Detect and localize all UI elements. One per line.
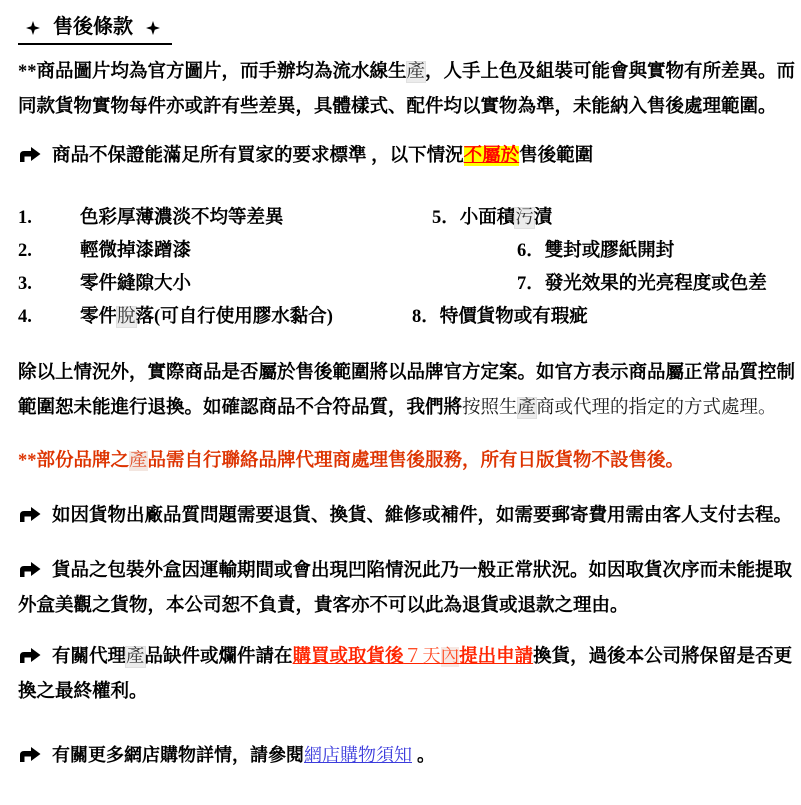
list-item [412, 301, 588, 334]
list-item-text: 雙封或膠紙開封 [544, 241, 675, 261]
title-underline [18, 12, 172, 45]
page-title [18, 12, 801, 45]
list-item [517, 235, 674, 268]
list-item-text: 零件 [80, 307, 118, 327]
substituted-glyph: 內 [440, 647, 460, 667]
factory-defect-paragraph [18, 499, 801, 534]
list-number: 8． [412, 307, 440, 327]
policy-text-substituted: 商或代理的指定的方式處理。 [536, 398, 777, 418]
intro-text: **商品圖片均為官方圖片，而手辦均為流水線生 [18, 62, 407, 82]
claim-deadline-text: ７天 [403, 647, 441, 667]
substituted-glyph: 產 [126, 647, 145, 667]
red-warning-text: **部份品牌之 [18, 451, 130, 471]
substituted-glyph: 產 [517, 398, 537, 418]
policy-text: 除以上情況外，實際商品是否屬於售後範圍將以品牌官方定案。如官方表示商品屬正常品質控制範圍恕未能進行退換。如確認商品不合符品質，我們將 [18, 363, 796, 418]
list-number: 1. [18, 208, 32, 228]
list-item-text: 零件縫隙大小 [80, 274, 192, 294]
more-info-paragraph [18, 738, 801, 773]
list-number: 4. [18, 307, 32, 327]
list-number: 7． [517, 274, 545, 294]
curved-right-arrow-icon [18, 562, 41, 577]
agent-claim-text: 有關代理 [52, 647, 127, 667]
four-pointed-star-icon [146, 21, 160, 35]
notice-paragraph [18, 139, 801, 174]
list-item-text: 小面積 [459, 208, 516, 228]
list-number: 6． [517, 241, 545, 261]
highlighted-warning: 不屬於 [463, 146, 520, 166]
list-item [432, 202, 552, 235]
list-number: 5． [432, 208, 460, 228]
list-item [18, 235, 801, 268]
more-info-text: 有關更多網店購物詳情，請參閱 [52, 745, 304, 765]
claim-deadline-text: 購買或取貨後 [292, 647, 404, 667]
curved-right-arrow-icon [18, 747, 41, 762]
packaging-text: 貨品之包裝外盒因運輸期間或會出現凹陷情況此乃一般正常狀況。如因取貨次序而未能提取外盒美觀之貨物，本公司恕不負責，貴客亦不可以此為退貨或退款之理由。 [18, 561, 793, 616]
shopping-guide-link[interactable]: 網店購物須知 [304, 745, 412, 765]
list-item-text: 輕微掉漆蹭漆 [80, 241, 192, 261]
list-item [18, 202, 801, 235]
list-item-text: 特價貨物或有瑕疵 [439, 307, 588, 327]
list-item-text: 落(可自行使用膠水黏合) [135, 307, 333, 327]
substituted-glyph: 脫 [117, 307, 136, 327]
substituted-glyph: 污 [515, 208, 534, 228]
red-warning-text: 品需自行聯絡品牌代理商處理售後服務，所有日版貨物不設售後。 [147, 451, 685, 471]
curved-right-arrow-icon [18, 507, 41, 522]
title-text: 售後條款 [53, 16, 133, 38]
claim-deadline-text: 提出申請 [459, 647, 534, 667]
factory-defect-text: 如因貨物出廠品質問題需要退貨、換貨、維修或補件，如需要郵寄費用需由客人支付去程。 [52, 506, 793, 526]
intro-text: ，人手上色及組裝可能會與實物有所差異。而同款貨物實物每件亦或許有些差異，具體樣式、配件均以實物為準，未能納入售後處理範圍。 [18, 62, 796, 117]
substituted-glyph: 產 [129, 451, 148, 471]
notice-text: 商品不保證能滿足所有買家的要求標準 ，以下情況 [52, 146, 464, 166]
agent-claim-text: 品缺件或爛件請在 [144, 647, 293, 667]
agent-claim-text: 換貨，過後本公司將保留是否更換之最終權利。 [18, 647, 793, 702]
intro-paragraph [18, 55, 801, 125]
list-number: 3. [18, 274, 32, 294]
substituted-glyph: 產 [406, 62, 426, 82]
list-item-text: 發光效果的光亮程度或色差 [544, 274, 767, 294]
curved-right-arrow-icon [18, 648, 41, 663]
red-warning-paragraph [18, 444, 801, 479]
more-info-text: 。 [412, 745, 436, 765]
curved-right-arrow-icon [18, 147, 41, 162]
list-item-text: 漬 [533, 208, 553, 228]
list-item [18, 268, 801, 301]
packaging-paragraph [18, 554, 801, 624]
agent-claim-paragraph [18, 640, 801, 710]
policy-text-substituted: 按照生 [462, 398, 518, 418]
policy-paragraph [18, 356, 801, 426]
list-number: 2. [18, 241, 32, 261]
list-item-text: 色彩厚薄濃淡不均等差異 [80, 208, 284, 228]
notice-text: 售後範圍 [519, 146, 594, 166]
list-item [18, 301, 801, 334]
list-item [517, 268, 767, 301]
four-pointed-star-icon [26, 21, 40, 35]
exclusion-list [18, 202, 801, 334]
claim-deadline-phrase [293, 647, 534, 667]
